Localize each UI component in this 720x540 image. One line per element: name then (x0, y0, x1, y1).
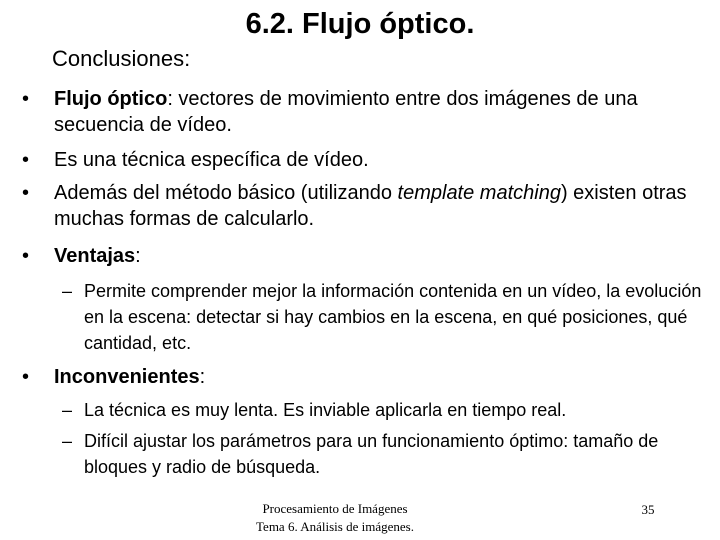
bullet-text (54, 243, 712, 269)
sub-bullet-mark: – (62, 400, 73, 420)
sub-bullet-mark: – (62, 281, 73, 301)
bullet-tecnica-video (22, 147, 712, 173)
bullet-text (54, 86, 712, 138)
sub-bullet-inconveniente-1 (62, 397, 712, 423)
bullet-term: Inconvenientes (54, 366, 200, 388)
bullet-rest: : (199, 366, 206, 388)
sub-bullet-mark: – (62, 431, 73, 451)
bullet-mark: • (22, 88, 30, 110)
bullet-term: Flujo óptico (54, 88, 168, 110)
slide-subtitle: Conclusiones: (52, 46, 191, 71)
page-number: 35 (641, 502, 655, 517)
bullet-text (54, 364, 712, 390)
bullet-flujo-optico (22, 86, 712, 138)
bullet-mark: • (22, 366, 30, 388)
sub-bullet-text: La técnica es muy lenta. Es inviable aplicarla en tiempo real. (84, 400, 567, 420)
bullet-rest: : vectores de movimiento entre dos imágenes de una secuencia de vídeo. (54, 88, 638, 136)
bullet-term: Ventajas (54, 245, 136, 267)
footer-topic: Tema 6. Análisis de imágenes. (256, 519, 414, 534)
bullet-metodos (22, 180, 712, 232)
bullet-italic-term: template matching (397, 182, 561, 204)
slide-footer (220, 500, 450, 536)
slide-title: 6.2. Flujo óptico. (245, 8, 475, 40)
sub-bullet-text: Difícil ajustar los parámetros para un funcionamiento óptimo: tamaño de bloques y radio de búsqueda. (84, 431, 659, 477)
bullet-rest: : (135, 245, 141, 267)
footer-course: Procesamiento de Imágenes (262, 501, 408, 516)
sub-bullet-text: Permite comprender mejor la información contenida en un vídeo, la evolución en la escena: detectar si hay cambios en la escena, en qué posiciones, qué cantidad, etc. (84, 281, 702, 353)
bullet-after: ) existen otras muchas formas de calcularlo. (54, 182, 687, 230)
sub-bullet-ventaja (62, 278, 712, 356)
bullet-text (54, 180, 712, 232)
bullet-inconvenientes (22, 364, 712, 390)
bullet-mark: • (22, 182, 30, 204)
bullet-mark: • (22, 245, 30, 267)
sub-bullet-inconveniente-2 (62, 428, 712, 480)
bullet-mark: • (22, 149, 30, 171)
bullet-text: Es una técnica específica de vídeo. (54, 149, 369, 171)
bullet-ventajas (22, 243, 712, 269)
bullet-before: Además del método básico (utilizando (54, 182, 398, 204)
